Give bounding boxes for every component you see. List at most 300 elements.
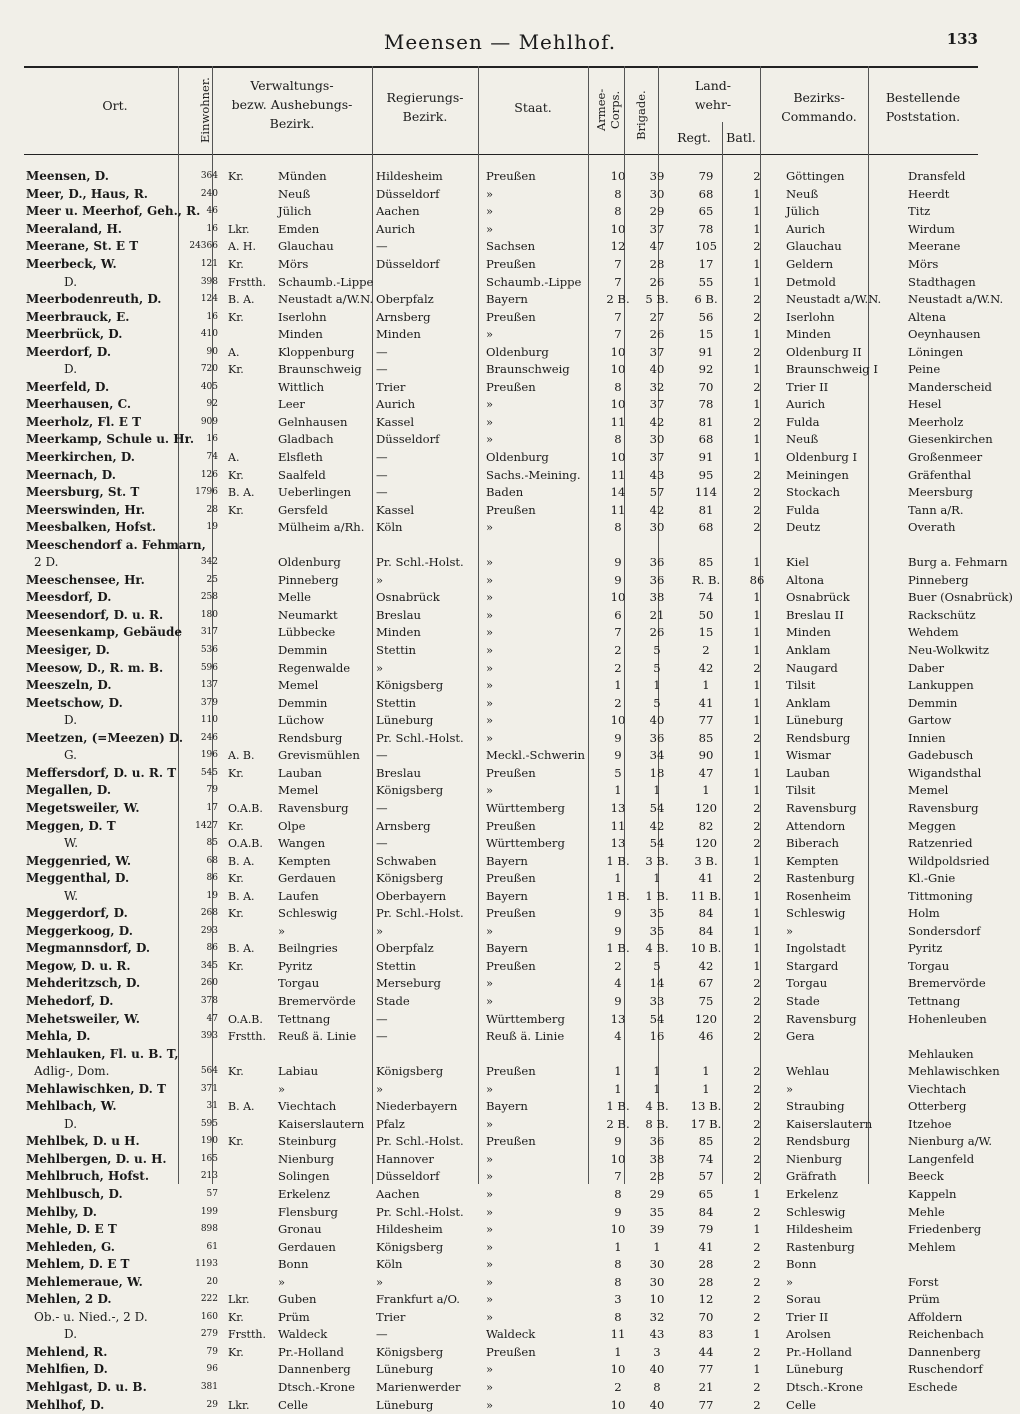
admin-type-cell: Frstth. (228, 1030, 266, 1044)
government-district-cell: Frankfurt a/O. (376, 1292, 460, 1307)
table-row (24, 554, 1020, 572)
landwehr-regiment-cell: 47 (698, 765, 714, 780)
admin-district-cell: Ravensburg (278, 800, 349, 815)
army-corps-cell: 1 B. (606, 1099, 630, 1114)
place-name-cell: Meerswinden, Hr. (26, 502, 146, 517)
header-brigade: Brigade. (634, 90, 648, 140)
army-corps-cell: 7 (614, 309, 622, 324)
population-cell: 16 (206, 223, 218, 234)
admin-district-cell: Gersfeld (278, 502, 328, 517)
government-district-cell: Hildesheim (376, 1222, 443, 1237)
army-corps-cell: 8 (614, 186, 622, 201)
brigade-cell: 29 (649, 204, 665, 219)
table-row (24, 1151, 1020, 1169)
landwehr-battalion-cell: 1 (753, 186, 761, 201)
place-name-cell: Meerhausen, C. (26, 397, 132, 412)
landwehr-regiment-cell (676, 536, 736, 554)
header-regt: Regt. (677, 130, 711, 145)
government-district-cell: » (376, 923, 384, 938)
landwehr-regiment-cell: 78 (698, 397, 714, 412)
table-row (24, 1080, 1020, 1098)
landwehr-regiment-cell: 65 (698, 1186, 714, 1201)
landwehr-battalion-cell: 2 (753, 344, 761, 359)
admin-district-cell: Bonn (278, 1257, 309, 1272)
district-command-cell: Torgau (786, 976, 828, 991)
government-district-cell: Breslau (376, 607, 421, 622)
admin-type-cell: Kr. (228, 1135, 244, 1149)
place-name-cell: Meeraland, H. (26, 221, 122, 236)
district-command-cell: Fulda (786, 502, 820, 517)
landwehr-battalion-cell: 2 (753, 1116, 761, 1131)
admin-type-cell (220, 1045, 276, 1063)
government-district-cell: Düsseldorf (376, 257, 440, 271)
state-cell: Waldeck (486, 1327, 536, 1342)
population-cell: 909 (200, 416, 218, 427)
population-cell: 222 (200, 1294, 218, 1305)
table-row (24, 256, 1020, 274)
army-corps-cell: 9 (614, 993, 622, 1008)
government-district-cell: Hildesheim (376, 169, 443, 184)
place-name-cell: Mehleden, G. (26, 1239, 115, 1254)
population-cell: 410 (200, 329, 218, 340)
post-station-cell: Overath (908, 520, 956, 535)
admin-type-cell (220, 1168, 276, 1186)
state-cell: » (486, 221, 494, 236)
government-district-cell: Osnabrück (376, 590, 440, 605)
brigade-cell: 42 (649, 414, 665, 429)
table-row (24, 396, 1020, 414)
district-command-cell: Minden (786, 625, 831, 640)
population-cell: 57 (206, 1188, 218, 1199)
admin-district-cell: Wittlich (278, 379, 325, 394)
government-district-cell: Stettin (376, 958, 416, 973)
army-corps-cell: 11 (610, 1327, 626, 1342)
post-station-cell: Hohenleuben (908, 1011, 987, 1026)
admin-type-cell (220, 607, 276, 625)
table-row (24, 1256, 1020, 1274)
post-station-cell: Mehlauken (908, 1046, 974, 1061)
admin-type-cell: Kr. (228, 872, 244, 886)
brigade-cell: 5 (653, 643, 661, 658)
state-cell: Preußen (486, 1134, 536, 1149)
population-cell: 31 (206, 1101, 218, 1112)
table-row (24, 221, 1020, 239)
admin-type-cell (220, 782, 276, 800)
place-name-cell: Mehlen, 2 D. (26, 1292, 112, 1307)
brigade-cell: 43 (649, 467, 665, 482)
landwehr-regiment-cell: 77 (698, 1362, 714, 1377)
place-name-cell: Mehlauken, Fl. u. B. T, (26, 1046, 179, 1061)
government-district-cell: Köln (376, 1257, 403, 1272)
post-station-cell: Eschede (908, 1380, 958, 1394)
post-station-cell: Prüm (908, 1292, 940, 1307)
population-cell: 17 (206, 802, 218, 813)
landwehr-battalion-cell: 2 (753, 502, 761, 517)
post-station-cell: Neustadt a/W.N. (908, 292, 1004, 307)
table-row (24, 852, 1020, 870)
landwehr-battalion-cell: 1 (753, 397, 761, 412)
admin-district-cell: Dannenberg (278, 1362, 351, 1377)
brigade-cell: 37 (649, 397, 665, 412)
population-cell: 90 (206, 346, 218, 357)
admin-district-cell: Solingen (278, 1169, 330, 1184)
table-row (24, 1379, 1020, 1397)
district-command-cell: Kiel (786, 555, 809, 570)
post-station-cell: Nienburg a/W. (908, 1134, 993, 1149)
admin-type-cell: O.A.B. (228, 1012, 263, 1026)
landwehr-battalion-cell: 1 (753, 678, 761, 693)
state-cell: Meckl.-Schwerin (486, 748, 585, 763)
place-name-cell: Meerfeld, D. (26, 379, 110, 394)
population-cell: 381 (200, 1382, 218, 1392)
post-station-cell: Dannenberg (908, 1344, 981, 1359)
state-cell: Schaumb.-Lippe (486, 274, 582, 289)
state-cell: » (486, 1257, 494, 1272)
district-command-cell: Lüneburg (786, 1362, 844, 1377)
district-command-cell: Meiningen (786, 467, 849, 482)
place-name-cell: Mehle, D. E T (26, 1222, 117, 1237)
place-name-cell: Meeschendorf a. Fehmarn, (26, 537, 206, 552)
place-name-cell: Meggerdorf, D. (26, 906, 128, 921)
population-cell: 110 (200, 715, 218, 726)
population-cell: 898 (200, 1224, 218, 1235)
admin-district-cell: Gronau (278, 1222, 322, 1237)
government-district-cell: Lüneburg (376, 713, 434, 728)
post-station-cell: Meerholz (908, 414, 964, 429)
table-row (24, 747, 1020, 765)
district-command-cell: Rastenburg (786, 1239, 855, 1254)
table-row (24, 414, 1020, 432)
admin-district-cell: Memel (278, 678, 319, 693)
post-station-cell: Holm (908, 906, 940, 921)
government-district-cell: — (376, 362, 388, 377)
admin-district-cell: Demmin (278, 643, 328, 658)
landwehr-regiment-cell: 95 (698, 467, 714, 482)
brigade-cell: 26 (649, 274, 665, 289)
landwehr-battalion-cell (736, 536, 778, 554)
admin-district-cell: Bremervörde (278, 993, 356, 1008)
government-district-cell: Oberbayern (376, 888, 447, 903)
landwehr-regiment-cell: 77 (698, 713, 714, 728)
landwehr-regiment-cell: 17 (698, 257, 714, 271)
admin-district-cell: Iserlohn (278, 309, 327, 324)
landwehr-battalion-cell: 2 (753, 1169, 761, 1184)
army-corps-cell: 2 (614, 1380, 622, 1394)
landwehr-battalion-cell: 1 (753, 783, 761, 798)
table-row (24, 1186, 1020, 1204)
state-cell: Bayern (486, 941, 528, 956)
brigade-cell: 36 (649, 572, 665, 587)
state-cell: » (486, 590, 494, 605)
government-district-cell: Aachen (376, 204, 420, 219)
landwehr-battalion-cell: 2 (753, 871, 761, 886)
army-corps-cell: 2 (614, 958, 622, 973)
landwehr-battalion-cell: 2 (753, 292, 761, 307)
state-cell: » (486, 555, 494, 570)
landwehr-regiment-cell: 12 (698, 1292, 714, 1307)
army-corps-cell: 10 (610, 344, 626, 359)
admin-type-cell: Kr. (228, 1065, 244, 1079)
population-cell: 86 (206, 873, 218, 884)
admin-type-cell: Frstth. (228, 1328, 266, 1342)
place-name-cell: Meer u. Meerhof, Geh., R. (26, 204, 201, 219)
district-command-cell: Osnabrück (786, 590, 850, 605)
district-command-cell: Trier II (786, 379, 829, 394)
population-cell: 371 (200, 1083, 218, 1094)
table-row (24, 484, 1020, 502)
brigade-cell: 32 (649, 1309, 665, 1324)
landwehr-battalion-cell: 2 (753, 836, 761, 851)
post-station-cell (902, 1028, 1020, 1046)
district-command-cell: » (786, 1274, 794, 1289)
landwehr-regiment-cell: 1 (702, 783, 710, 798)
admin-type-cell: Kr. (228, 819, 244, 833)
table-row (24, 1361, 1020, 1379)
state-cell (484, 536, 598, 554)
government-district-cell: » (376, 1081, 384, 1096)
government-district-cell: — (376, 800, 388, 815)
landwehr-battalion-cell: 2 (753, 1134, 761, 1149)
admin-type-cell (220, 1221, 276, 1239)
admin-type-cell (220, 1116, 276, 1134)
landwehr-battalion-cell: 1 (753, 625, 761, 640)
state-cell: Preußen (486, 906, 536, 921)
place-name-cell: Meerbodenreuth, D. (26, 292, 162, 307)
army-corps-cell: 5 (614, 765, 622, 780)
directory-table (24, 168, 1020, 1414)
place-name-cell: Meesbalken, Hofst. (26, 520, 157, 535)
admin-type-cell (220, 1256, 276, 1274)
government-district-cell: Königsberg (376, 1344, 444, 1359)
admin-type-cell: Frstth. (228, 275, 266, 289)
state-cell: » (486, 1222, 494, 1237)
brigade-cell: 3 B. (645, 853, 669, 868)
table-row (24, 326, 1020, 344)
table-row (24, 694, 1020, 712)
government-district-cell: — (376, 450, 388, 465)
army-corps-cell: 1 (614, 678, 622, 693)
landwehr-battalion-cell: 1 (753, 1362, 761, 1377)
district-command-cell: Schleswig (786, 906, 846, 921)
admin-type-cell (220, 975, 276, 993)
army-corps-cell: 10 (610, 397, 626, 412)
army-corps-cell: 7 (614, 625, 622, 640)
admin-district-cell: Jülich (278, 204, 312, 219)
table-row (24, 1238, 1020, 1256)
admin-type-cell (220, 694, 276, 712)
admin-type-cell: Kr. (228, 503, 244, 517)
population-cell: 379 (200, 697, 218, 708)
government-district-cell: Oberpfalz (376, 292, 434, 307)
landwehr-battalion-cell: 2 (753, 660, 761, 675)
army-corps-cell: 10 (610, 713, 626, 728)
admin-district-cell: Gladbach (278, 432, 334, 447)
district-command-cell: Hildesheim (786, 1222, 853, 1237)
landwehr-battalion-cell: 2 (753, 1099, 761, 1114)
army-corps-cell: 7 (614, 257, 622, 271)
landwehr-battalion-cell: 1 (753, 906, 761, 921)
brigade-cell: 4 B. (645, 941, 669, 956)
post-station-cell: Wirdum (908, 221, 955, 236)
post-station-cell: Gräfenthal (908, 467, 972, 482)
population-cell: 199 (200, 1206, 218, 1217)
brigade-cell (638, 1045, 676, 1063)
army-corps-cell: 9 (614, 1204, 622, 1219)
landwehr-battalion-cell: 2 (753, 1274, 761, 1289)
government-district-cell: Aachen (376, 1186, 420, 1201)
landwehr-regiment-cell: 65 (698, 204, 714, 219)
brigade-cell: 35 (649, 906, 665, 921)
admin-type-cell (220, 519, 276, 537)
admin-district-cell: Wangen (278, 836, 326, 851)
army-corps-cell: 10 (610, 1362, 626, 1377)
army-corps-cell: 1 B. (606, 941, 630, 956)
table-row (24, 642, 1020, 660)
post-station-cell: Daber (908, 660, 945, 675)
district-command-cell: Tilsit (786, 678, 816, 693)
landwehr-battalion-cell: 2 (753, 976, 761, 991)
landwehr-regiment-cell: 13 B. (690, 1099, 722, 1114)
post-station-cell: Langenfeld (908, 1151, 975, 1166)
government-district-cell: Minden (376, 327, 421, 342)
admin-type-cell (220, 431, 276, 449)
population-cell: 25 (206, 574, 218, 585)
district-command-cell: Braunschweig I (786, 362, 878, 377)
brigade-cell: 40 (649, 1362, 665, 1377)
army-corps-cell: 9 (614, 923, 622, 938)
place-name-cell: Adlig-, Dom. (34, 1064, 110, 1079)
admin-type-cell: A. H. (228, 240, 257, 254)
admin-district-cell: Schaumb.-Lippe (278, 274, 374, 289)
army-corps-cell: 1 B. (606, 888, 630, 903)
admin-district-cell (276, 536, 374, 554)
admin-district-cell: » (278, 1274, 286, 1289)
brigade-cell: 1 (653, 1081, 661, 1096)
admin-district-cell (276, 1045, 374, 1063)
state-cell: » (486, 1204, 494, 1219)
population-cell: 317 (200, 627, 218, 638)
army-corps-cell: 3 (614, 1292, 622, 1307)
landwehr-regiment-cell: 84 (698, 923, 714, 938)
admin-type-cell: Kr. (228, 766, 244, 780)
state-cell: » (486, 1362, 494, 1377)
army-corps-cell: 10 (610, 362, 626, 377)
brigade-cell: 30 (649, 1257, 665, 1272)
place-name-cell: Mehlawischken, D. T (26, 1081, 166, 1096)
army-corps-cell: 4 (614, 976, 622, 991)
place-name-cell: D. (64, 713, 78, 728)
army-corps-cell: 7 (614, 327, 622, 342)
admin-district-cell: Münden (278, 169, 327, 184)
admin-district-cell: Lauban (278, 765, 322, 780)
post-station-cell: Mehlem (908, 1239, 956, 1254)
place-name-cell: Meetschow, D. (26, 695, 123, 710)
place-name-cell: Mehlbach, W. (26, 1099, 117, 1114)
landwehr-regiment-cell: 90 (698, 748, 714, 763)
brigade-cell: 14 (649, 976, 665, 991)
post-station-cell: Stadthagen (908, 274, 976, 289)
table-row (24, 449, 1020, 467)
state-cell: » (486, 186, 494, 201)
post-station-cell: Reichenbach (908, 1327, 984, 1342)
landwehr-battalion-cell: 1 (753, 204, 761, 219)
landwehr-regiment-cell: 15 (698, 625, 714, 640)
admin-type-cell (220, 1273, 276, 1291)
admin-type-cell: A. B. (228, 749, 255, 763)
state-cell: » (486, 1186, 494, 1201)
state-cell: Preußen (486, 502, 536, 517)
population-cell: 29 (206, 1399, 218, 1410)
post-station-cell: Peine (908, 362, 941, 377)
state-cell: » (486, 1151, 494, 1166)
district-command-cell: Ravensburg (786, 800, 857, 815)
army-corps-cell: 2 B. (606, 292, 630, 307)
admin-district-cell: Glauchau (278, 239, 334, 254)
place-name-cell: Mehlbergen, D. u. H. (26, 1151, 167, 1166)
district-command-cell: Jülich (786, 204, 820, 219)
district-command-cell: Stargard (786, 958, 839, 973)
post-station-cell: Hesel (908, 397, 942, 412)
landwehr-regiment-cell: 84 (698, 906, 714, 921)
army-corps-cell: 9 (614, 572, 622, 587)
government-district-cell: — (376, 836, 388, 851)
admin-type-cell (220, 536, 276, 554)
population-cell: 342 (200, 557, 218, 568)
table-row (24, 431, 1020, 449)
landwehr-battalion-cell: 2 (753, 1029, 761, 1044)
post-station-cell: Friedenberg (908, 1222, 982, 1237)
admin-district-cell: Saalfeld (278, 467, 326, 482)
landwehr-regiment-cell: 42 (698, 958, 714, 973)
landwehr-battalion-cell: 2 (753, 818, 761, 833)
post-station-cell: Wehdem (908, 625, 959, 640)
government-district-cell: — (376, 239, 388, 254)
post-station-cell: Mehle (908, 1204, 945, 1219)
landwehr-regiment-cell: 105 (694, 239, 718, 254)
brigade-cell: 3 (653, 1344, 661, 1359)
district-command-cell: Geldern (786, 257, 834, 271)
state-cell: Bayern (486, 1099, 528, 1114)
population-cell: 595 (200, 1118, 218, 1129)
district-command-cell: Ravensburg (786, 1011, 857, 1026)
landwehr-regiment-cell: 55 (698, 274, 714, 289)
army-corps-cell: 10 (610, 221, 626, 236)
army-corps-cell: 8 (614, 432, 622, 447)
government-district-cell: Lüneburg (376, 1397, 434, 1412)
header-batl: Batl. (726, 130, 756, 145)
district-command-cell: Neuß (786, 186, 819, 201)
government-district-cell: » (376, 1274, 384, 1289)
admin-type-cell (220, 1080, 276, 1098)
district-command-cell: Aurich (786, 221, 826, 236)
landwehr-battalion-cell: 2 (753, 730, 761, 745)
table-row (24, 1028, 1020, 1046)
table-row (24, 589, 1020, 607)
admin-district-cell: Kaiserslautern (278, 1116, 365, 1131)
state-cell: Württemberg (486, 836, 565, 851)
brigade-cell: 54 (649, 836, 665, 851)
brigade-cell: 40 (649, 713, 665, 728)
post-station-cell (902, 1396, 1020, 1414)
landwehr-battalion-cell (736, 1045, 778, 1063)
landwehr-regiment-cell: 3 B. (694, 853, 718, 868)
post-station-cell: Gadebusch (908, 748, 974, 763)
population-cell: 85 (206, 838, 218, 849)
landwehr-battalion-cell: 2 (753, 1204, 761, 1219)
state-cell: Oldenburg (486, 450, 549, 465)
government-district-cell: Arnsberg (376, 818, 431, 833)
admin-district-cell: » (278, 1081, 286, 1096)
